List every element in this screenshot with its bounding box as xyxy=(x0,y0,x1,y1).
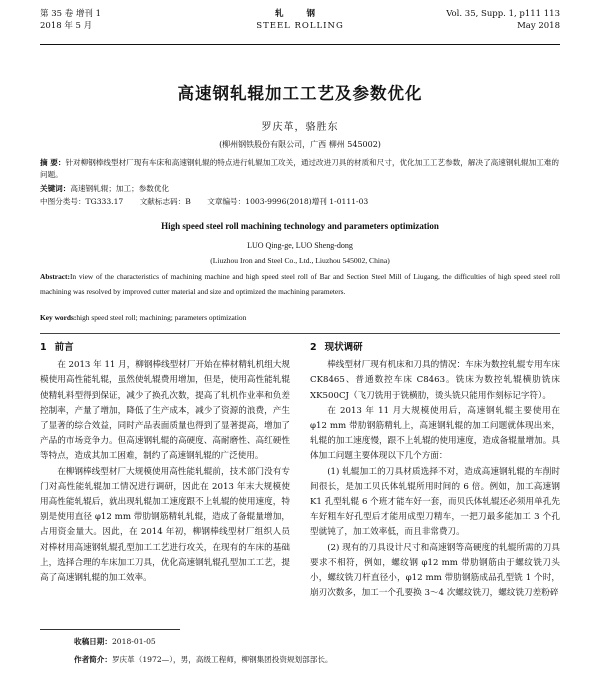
body-column-left xyxy=(40,340,290,586)
section-heading-current-status xyxy=(310,340,560,355)
paper-title-en: High speed steel roll machining technology and parameters optimization xyxy=(161,221,439,231)
journal-volume-info xyxy=(40,8,101,32)
received-date: 2018-01-05 xyxy=(111,637,156,646)
paragraph: 在柳钢棒线型材厂大规模使用高性能轧辊前，技术部门没有专门对高性能轧辊加工情况进行调研，因此在 2013 年末大规模使用高性能轧辊后，就出现轧辊加工速度跟不上轧辊的使用速度，特别是使用直径 φ12 mm 带肋钢筋精轧轧辊，造成了备辊量增加，占用资金量大。因此，在 2014 年初，柳钢棒线型材厂组织人员对棒材用高速钢轧辊孔型加工工艺进行攻关，在现有的车床的基础上，选择合理的车床加工刀具，优化高速钢轧辊孔型加工工艺，提高了高速钢轧辊的加工效率。 xyxy=(40,466,290,584)
section-title: 现状调研 xyxy=(324,342,363,353)
section-number: 2 xyxy=(310,342,317,353)
paragraph: 在 2013 年 11 月，柳钢棒线型材厂开始在棒材精轧机组大规模使用高性能轧辊，虽然使轧辊费用增加，但是，使用高性能轧辊使精轧料型得到保证，减少了换孔次数，提高了轧机作业率和负差控制率，产量了增加，降低了生产成本，减少了资源的浪费，产生了显著的综合效益，同时产品表面质量也得到了显著提高，增加了产品的市场竞争力。但高速钢轧辊的高硬度、高耐磨性、高红硬性等特点，造成其加工困难，制约了高速钢轧辊的广泛使用。 xyxy=(40,360,290,462)
abstract-cn xyxy=(40,157,560,181)
abstract-text-en: In view of the characteristics of machining machine and high speed steel roll of Bar and Section Steel Mill of Liugang, the difficulties of high speed steel roll machining was resolved by improved cutter material and size and optimized the machining parameters. xyxy=(40,272,560,296)
abstract-en xyxy=(40,270,560,299)
journal-name-en: STEEL ROLLING xyxy=(256,21,344,31)
abstract-label-cn: 摘 要： xyxy=(40,158,66,167)
classification-meta xyxy=(40,196,382,207)
abstract-label-en: Abstract: xyxy=(40,272,70,281)
running-header xyxy=(40,8,560,42)
article-number: 文章编号：1003-9996(2018)增刊 1-0111-03 xyxy=(207,197,369,206)
keywords-cn xyxy=(40,183,169,194)
document-code: 文献标志码：B xyxy=(139,197,191,206)
journal-citation-en xyxy=(446,8,560,32)
paragraph: 棒线型材厂现有机床和刀具的情况：车床为数控轧辊专用车床 CK8465、普通数控车床 C8463。铣床为数控轧辊横肋铣床 XK500CJ（飞刀铣用于铣横肋，烫头铣只能用作刻标记字符）。 xyxy=(310,360,560,401)
header-rule xyxy=(40,44,560,45)
abstract-text-cn: 针对柳钢棒线型材厂现有车床和高速钢轧辊的特点进行轧辊加工攻关，通过改进刀具的材质和尺寸，优化加工工艺参数，解决了高速钢轧辊加工难的问题。 xyxy=(40,158,560,179)
journal-name-cn: 轧 钢 xyxy=(275,9,325,19)
keywords-text-en: high speed steel roll; machining; parameters optimization xyxy=(76,313,247,322)
author-bio-label: 作者简介： xyxy=(74,655,112,664)
volume-pages-en: Vol. 35, Supp. 1, p111 113 xyxy=(446,9,560,19)
clc-number: 中图分类号：TG333.17 xyxy=(40,197,124,206)
volume-issue: 第 35 卷 增刊 1 xyxy=(40,9,102,19)
keywords-label-cn: 关键词： xyxy=(40,184,71,193)
section-number: 1 xyxy=(40,342,47,353)
received-label: 收稿日期： xyxy=(74,637,112,646)
paragraph: 在 2013 年 11 月大规模使用后，高速钢轧辊主要使用在 φ12 mm 带肋钢筋精轧上，高速钢轧辊的加工问题就体现出来，轧辊的加工速度慢，跟不上轧辊的使用速度，造成备辊量增加。具体加工问题主要体现以下几个方面： xyxy=(310,405,560,462)
keywords-text-cn: 高速钢轧辊；加工；参数优化 xyxy=(70,184,170,193)
authors-en: LUO Qing-ge, LUO Sheng-dong xyxy=(247,241,353,250)
paper-title-cn: 高速钢轧辊加工工艺及参数优化 xyxy=(177,84,423,103)
authors-cn: 罗庆革，骆胜东 xyxy=(261,122,339,133)
affiliation-cn: (柳州钢铁股份有限公司，广西 柳州 545002) xyxy=(219,140,381,149)
front-matter-divider xyxy=(40,333,560,334)
affiliation-en: (Liuzhou Iron and Steel Co., Ltd., Liuzhou 545002, China) xyxy=(210,256,390,265)
keywords-label-en: Key words: xyxy=(40,313,77,322)
footnote-author-bio xyxy=(74,654,333,665)
paragraph: (2) 现有的刀具设计尺寸和高速钢等高硬度的轧辊所需的刀具要求不相符，例如，螺纹钢 φ12 mm 带肋钢筋由于螺纹铣刀头小，螺纹铣刀杆直径小，φ12 mm 带肋钢筋成品孔型铣 1 个时，崩刃次数多，加工一个孔要换 3～4 次螺纹铣刀，螺纹铣刀差粉碎 xyxy=(310,542,560,599)
footnote-rule xyxy=(40,629,180,630)
author-bio: 罗庆革（1972—），男，高级工程师，柳钢集团投资规划部部长。 xyxy=(111,655,333,664)
keywords-en xyxy=(40,313,246,322)
journal-name xyxy=(256,8,344,32)
publication-date-cn: 2018 年 5 月 xyxy=(40,21,93,31)
footnote-received-date xyxy=(74,636,156,647)
section-title: 前言 xyxy=(54,342,74,353)
body-column-right xyxy=(310,340,560,601)
publication-date-en: May 2018 xyxy=(517,21,560,31)
section-heading-introduction xyxy=(40,340,290,355)
paragraph: (1) 轧辊加工的刀具材质选择不对，造成高速钢轧辊的车削时间很长，是加工贝氏体轧辊所用时间的 6 倍。例如，加工高速钢 K1 孔型轧辊 6 个班才能车好一套，而贝氏体轧辊还必须用单孔先车好粗车好孔型后才能用成型刀精车，一把刀最多能加工 3 个孔型就钝了，加工效率低，而且非常费刀。 xyxy=(310,466,560,538)
